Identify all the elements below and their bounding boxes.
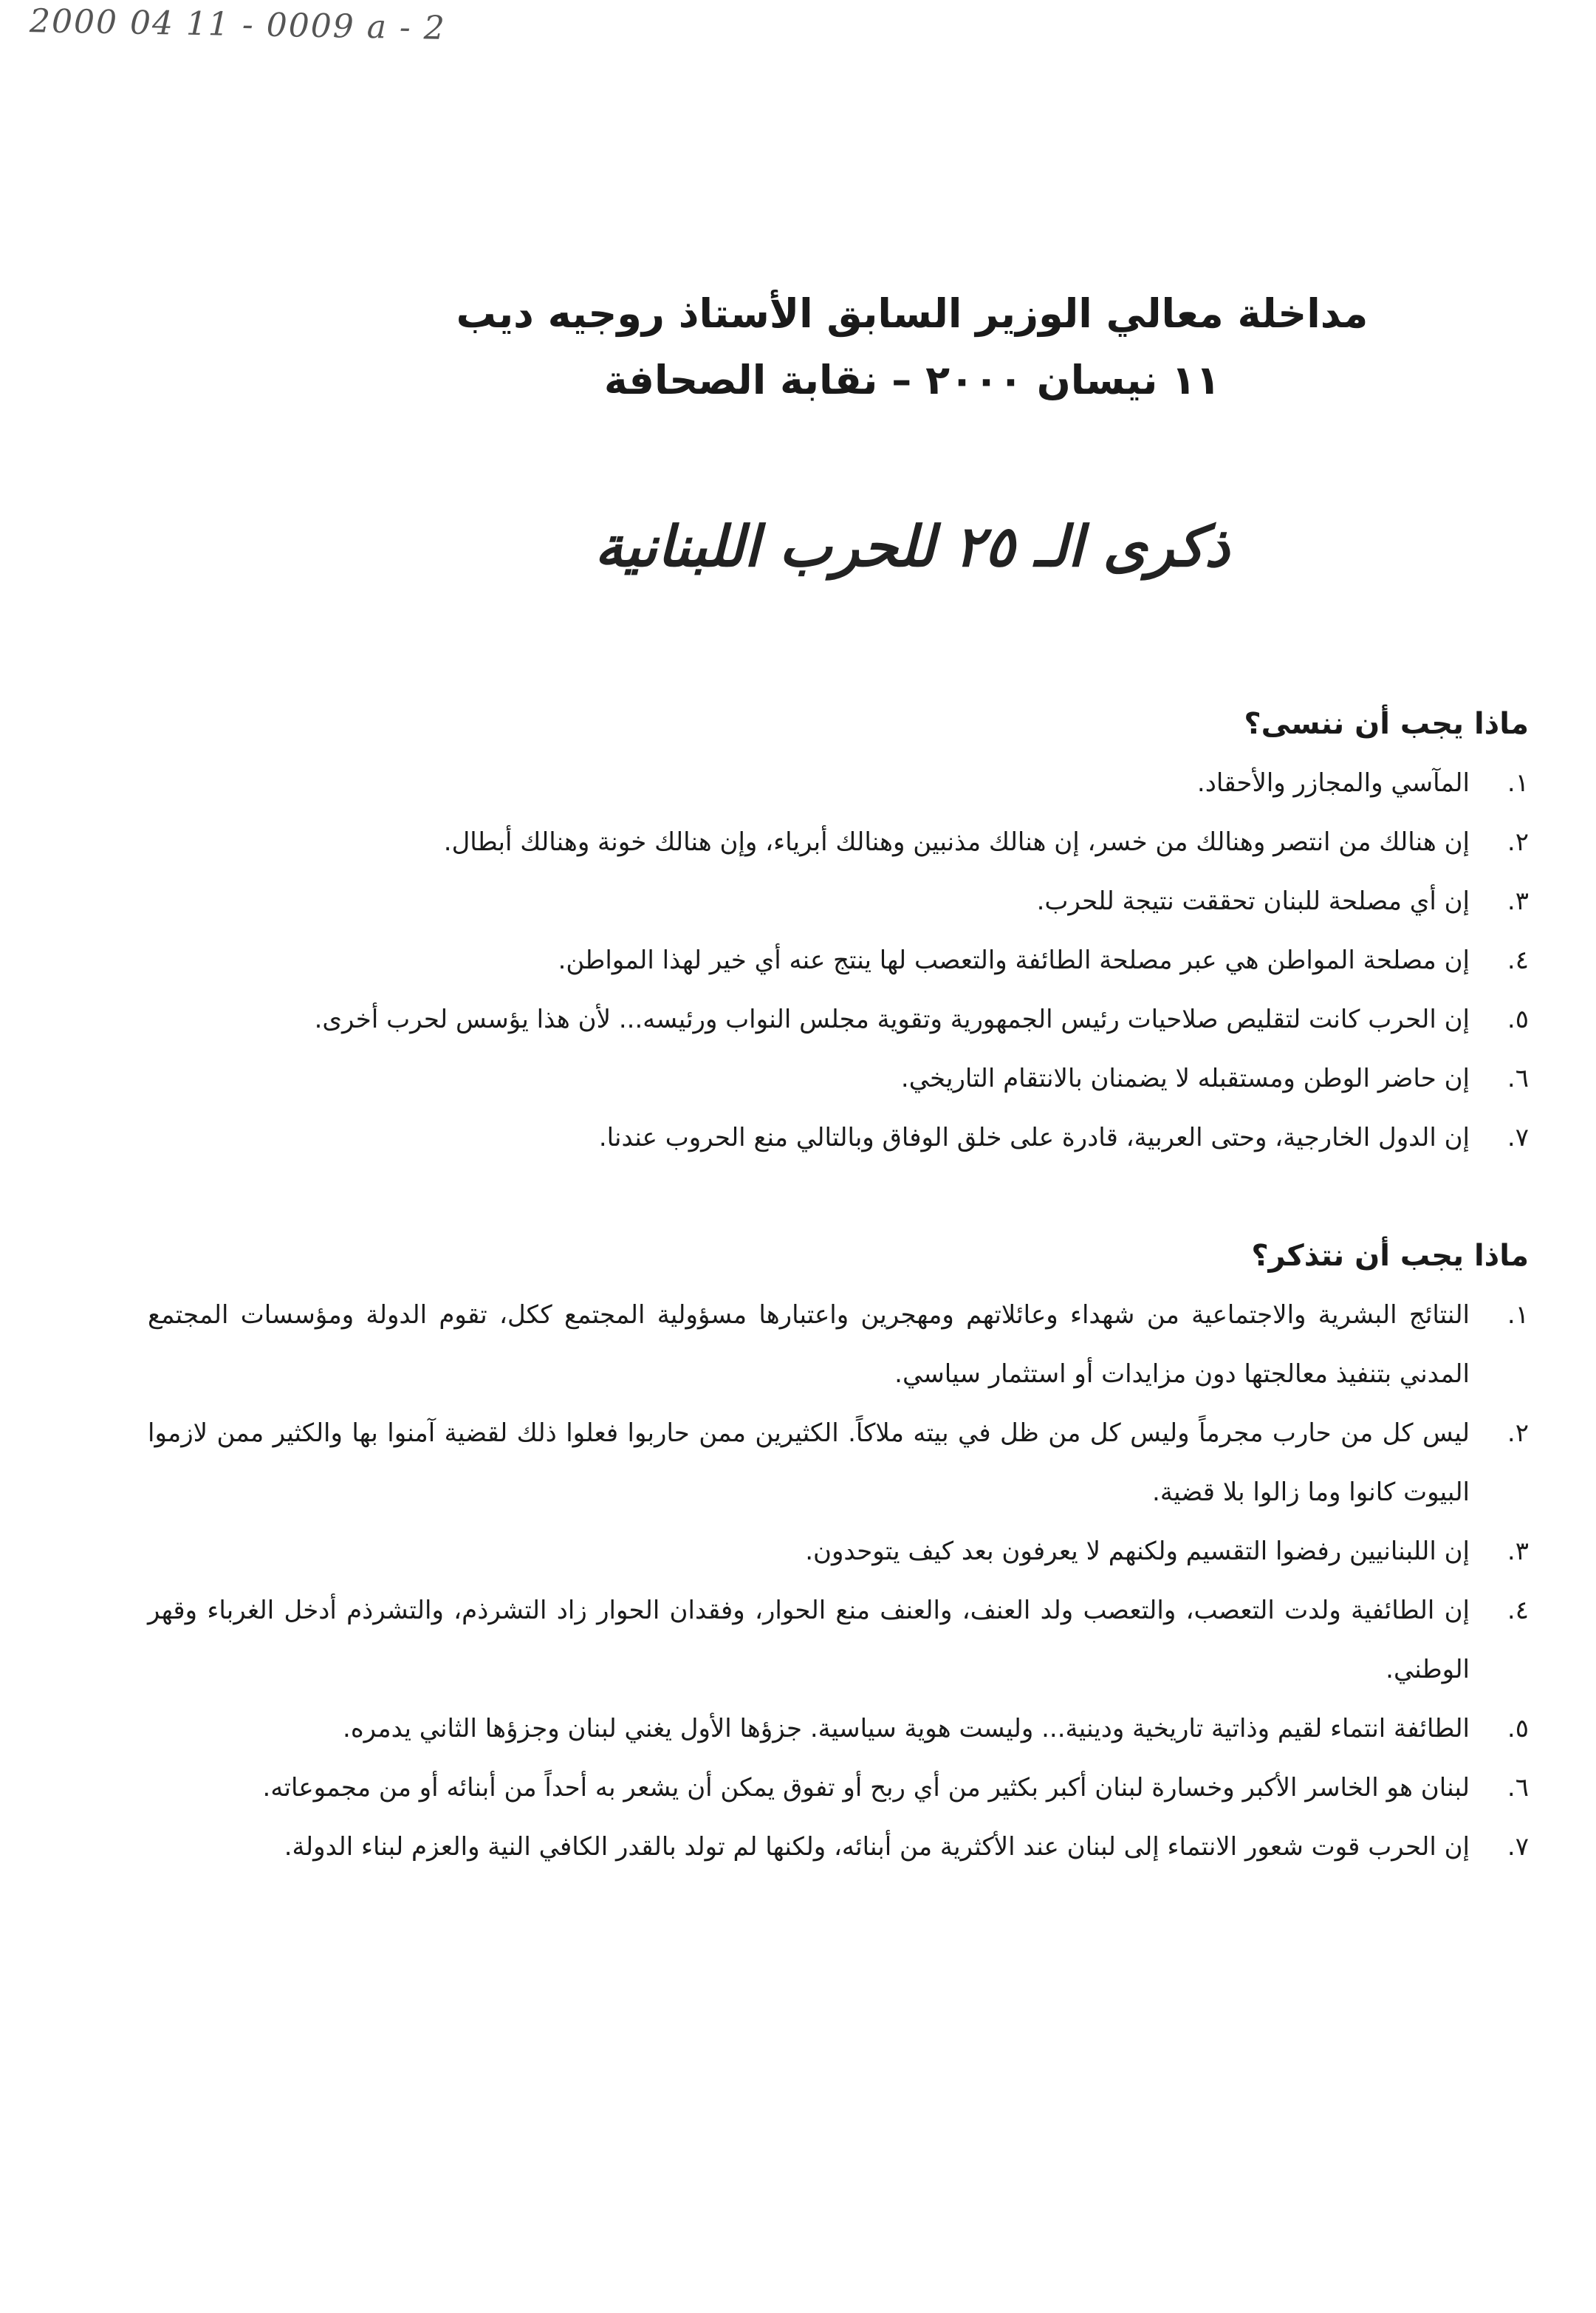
item-text: إن الطائفية ولدت التعصب، والتعصب ولد العنف، والعنف منع الحوار، وفقدان الحوار زاد التشرذم، والتشرذم أدخل الغرباء وقهر الوطني. xyxy=(148,1596,1470,1684)
item-number: ٣. xyxy=(1507,886,1529,916)
item-text: إن أي مصلحة للبنان تحققت نتيجة للحرب. xyxy=(1036,886,1470,916)
list-item xyxy=(148,1108,1529,1167)
document-title: مداخلة معالي الوزير السابق الأستاذ روجيه ديب xyxy=(456,290,1369,337)
item-number: ٥. xyxy=(1507,1714,1529,1743)
section-forget-list xyxy=(148,754,1529,1167)
list-item xyxy=(148,872,1529,931)
list-item xyxy=(148,754,1529,813)
list-item xyxy=(148,990,1529,1049)
item-number: ٦. xyxy=(1507,1064,1529,1093)
item-text: ليس كل من حارب مجرماً وليس كل من ظل في بيته ملاكاً. الكثيرين ممن حاربوا فعلوا ذلك لقضية آمنوا بها والكثير ممن لازموا البيوت كانوا وما زالوا بلا قضية. xyxy=(148,1418,1470,1507)
item-text: النتائج البشرية والاجتماعية من شهداء وعائلاتهم ومهجرين واعتبارها مسؤولية المجتمع ككل، تقوم الدولة ومؤسسات المجتمع المدني بتنفيذ معالجتها دون مزايدات أو استثمار سياسي. xyxy=(148,1300,1470,1389)
item-text: لبنان هو الخاسر الأكبر وخسارة لبنان أكبر بكثير من أي ربح أو تفوق يمكن أن يشعر به أحداً من أبنائه أو من مجموعاته. xyxy=(262,1773,1470,1803)
document-body xyxy=(148,281,1529,1876)
list-item xyxy=(148,931,1529,990)
list-item xyxy=(148,1285,1529,1404)
list-item xyxy=(148,1758,1529,1817)
item-number: ٤. xyxy=(1507,1596,1529,1625)
list-item xyxy=(148,813,1529,872)
item-number: ٢. xyxy=(1507,827,1529,857)
item-number: ٧. xyxy=(1507,1123,1529,1152)
item-text: إن الدول الخارجية، وحتى العربية، قادرة على خلق الوفاق وبالتالي منع الحروب عندنا. xyxy=(598,1123,1470,1152)
item-text: إن اللبنانيين رفضوا التقسيم ولكنهم لا يعرفون بعد كيف يتوحدون. xyxy=(805,1537,1470,1566)
list-item xyxy=(148,1581,1529,1699)
document-subtitle: ١١ نيسان ٢٠٠٠ – نقابة الصحافة xyxy=(603,357,1221,403)
item-number: ٦. xyxy=(1507,1773,1529,1803)
item-number: ٤. xyxy=(1507,946,1529,975)
section-forget-heading: ماذا يجب أن ننسى؟ xyxy=(1244,707,1529,741)
item-text: إن الحرب قوت شعور الانتماء إلى لبنان عند الأكثرية من أبنائه، ولكنها لم تولد بالقدر الكافي النية والعزم لبناء الدولة. xyxy=(284,1832,1470,1862)
item-text: إن حاضر الوطن ومستقبله لا يضمنان بالانتقام التاريخي. xyxy=(900,1064,1470,1093)
archive-document-id: 2000 04 11 - 0009 a - 2 xyxy=(29,2,447,47)
item-number: ٣. xyxy=(1507,1537,1529,1566)
item-number: ٥. xyxy=(1507,1005,1529,1034)
item-text: المآسي والمجازر والأحقاد. xyxy=(1196,768,1470,798)
item-text: الطائفة انتماء لقيم وذاتية تاريخية ودينية... وليست هوية سياسية. جزؤها الأول يغني لبنان وجزؤها الثاني يدمره. xyxy=(343,1714,1470,1743)
item-number: ١. xyxy=(1507,1300,1529,1330)
list-item xyxy=(148,1404,1529,1522)
item-number: ١. xyxy=(1507,768,1529,798)
list-item xyxy=(148,1699,1529,1758)
item-text: إن الحرب كانت لتقليص صلاحيات رئيس الجمهورية وتقوية مجلس النواب ورئيسه... لأن هذا يؤسس لحرب أخرى. xyxy=(314,1005,1470,1034)
item-number: ٧. xyxy=(1507,1832,1529,1862)
list-item xyxy=(148,1522,1529,1581)
item-text: إن مصلحة المواطن هي عبر مصلحة الطائفة والتعصب لها ينتج عنه أي خير لهذا المواطن. xyxy=(558,946,1470,975)
handwritten-heading: ذكرى الـ ٢٥ للحرب اللبنانية xyxy=(595,513,1230,579)
list-item xyxy=(148,1049,1529,1108)
section-remember-list xyxy=(148,1285,1529,1876)
section-remember-heading: ماذا يجب أن نتذكر؟ xyxy=(1251,1239,1529,1273)
item-number: ٢. xyxy=(1507,1418,1529,1448)
list-item xyxy=(148,1817,1529,1876)
item-text: إن هنالك من انتصر وهنالك من خسر، إن هنالك مذنبين وهنالك أبرياء، وإن هنالك خونة وهنالك أبطال. xyxy=(443,827,1470,857)
